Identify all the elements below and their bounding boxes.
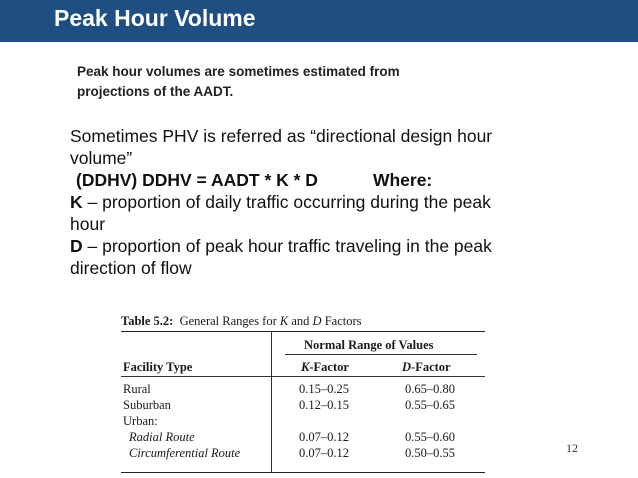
d-definition-text: – proportion of peak hour traffic traveling in the peak <box>82 236 492 256</box>
d-factor-cell: 0.55–0.65 <box>405 398 455 412</box>
d-term: D <box>70 236 83 256</box>
body-line-2: volume” <box>70 148 133 168</box>
k-factor-cell: 0.12–0.15 <box>299 398 349 412</box>
table-row <box>121 413 485 429</box>
facility-cell: Circumferential Route <box>129 446 241 460</box>
table-row <box>121 397 485 413</box>
factor-table <box>121 313 485 473</box>
table-row <box>121 381 485 397</box>
table-caption <box>121 313 485 329</box>
group-header-rule <box>285 354 477 355</box>
group-header: Normal Range of Values <box>304 338 434 352</box>
slide-title: Peak Hour Volume <box>54 5 256 31</box>
body-line-1: Sometimes PHV is referred as “directional design hour <box>70 126 493 146</box>
facility-cell: Urban: <box>123 414 158 428</box>
d-definition <box>70 235 590 257</box>
k-definition-text: – proportion of daily traffic occurring during the peak <box>82 192 491 212</box>
body-text <box>70 125 590 279</box>
facility-cell: Suburban <box>123 398 171 412</box>
facility-cell: Radial Route <box>129 430 195 444</box>
table-row <box>121 429 485 445</box>
table-caption-label: Table 5.2: <box>121 314 174 328</box>
where-label: Where: <box>372 170 433 190</box>
k-factor-cell: 0.07–0.12 <box>299 446 349 460</box>
table-body <box>121 331 485 473</box>
header-rule <box>121 376 485 377</box>
d-factor-cell: 0.55–0.60 <box>405 430 455 444</box>
column-header-k-factor: K-Factor <box>301 360 349 374</box>
k-definition-cont: hour <box>70 214 106 234</box>
formula-line <box>70 169 590 191</box>
column-header-facility: Facility Type <box>123 360 193 374</box>
formula: (DDHV) DDHV = AADT * K * D <box>76 170 318 190</box>
column-header-d-factor: D-Factor <box>402 360 451 374</box>
table-row <box>121 445 485 461</box>
k-term: K <box>70 192 83 212</box>
subtitle-line-1: Peak hour volumes are sometimes estimated from <box>77 64 400 79</box>
k-factor-cell: 0.07–0.12 <box>299 430 349 444</box>
subtitle <box>77 62 400 102</box>
d-factor-cell: 0.65–0.80 <box>405 382 455 396</box>
table-caption-text: General Ranges for K and D Factors <box>179 314 362 328</box>
subtitle-line-2: projections of the AADT. <box>77 84 234 99</box>
k-definition <box>70 191 590 213</box>
k-factor-cell: 0.15–0.25 <box>299 382 349 396</box>
d-definition-cont: direction of flow <box>70 258 192 278</box>
page-number: 12 <box>566 441 578 455</box>
facility-cell: Rural <box>123 382 151 396</box>
d-factor-cell: 0.50–0.55 <box>405 446 455 460</box>
